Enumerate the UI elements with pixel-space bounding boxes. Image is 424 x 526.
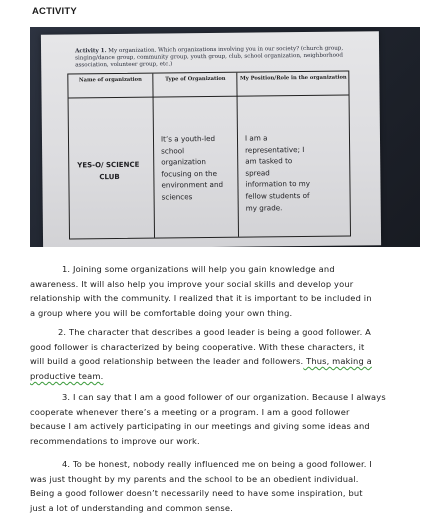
column-type xyxy=(152,73,239,238)
page-heading: ACTIVITY xyxy=(32,6,77,17)
column-role xyxy=(236,72,351,237)
answer-paragraph-4: 4. To be honest, nobody really influenced me on being a good follower. I was just thought by my parents and the school to be an obedient individual. Being a good follower doesn’t necessarily need to have some inspiration, but just a lot of understanding and common sense. xyxy=(30,459,372,513)
grammar-flag-continued: productive team. xyxy=(30,370,104,381)
grammar-flag: Thus, making a xyxy=(303,356,372,367)
answer-paragraph-1: 1. Joining some organizations will help you gain knowledge and awareness. It will also help you improve your social skills and develop your relationship with the community. I realized that it is important to be included in a group where you will be comfortable doing your own thing. xyxy=(30,264,372,318)
header-name: Name of organization xyxy=(78,76,142,84)
header-type: Type of Organization xyxy=(165,75,226,83)
answer-paragraph-3: 3. I can say that I am a good follower of our organization. Because I always cooperate whenever there’s a meeting or a program. I am a good follower because I am actively participating in our meetings and giving some ideas and recommendations to improve our work. xyxy=(30,392,386,446)
activity-sheet xyxy=(41,31,381,247)
column-name xyxy=(68,74,154,239)
cell-organization-type: It’s a youth-led school organization focusing on the environment and sciences xyxy=(160,133,224,202)
activity-label: Activity 1. xyxy=(75,48,107,55)
cell-organization-name: YES-O/ SCIENCE CLUB xyxy=(77,160,140,181)
answer-paragraph-2: 2. The character that describes a good leader is being a good follower. A good follower is characterized by being cooperative. With these characters, it will build a good relationship between the leader and followers. Thus, making a productive team. xyxy=(30,325,420,383)
cell-my-role: I am a representative; I am tasked to spread information to my fellow students of my grade. xyxy=(244,133,311,213)
activity-photo xyxy=(30,27,420,247)
activity-prompt-text: My organization. Which organizations involving you in our society? (church group, singing/dance group, community group, youth group, club, school organization, neighborhood association, volunteer group, etc.) xyxy=(75,45,344,69)
activity-prompt xyxy=(75,45,371,69)
header-role: My Position/Role in the organization xyxy=(239,74,347,82)
organization-table xyxy=(67,71,351,240)
